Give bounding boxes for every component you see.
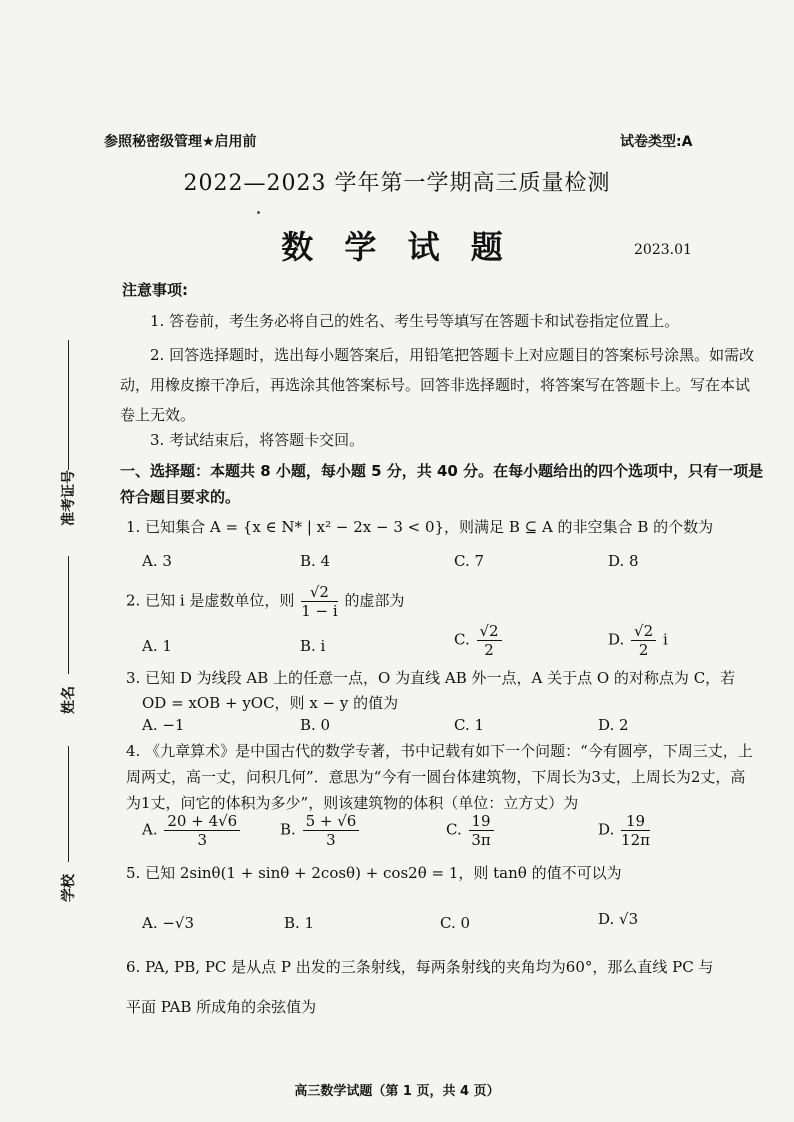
exam-date: 2023.01 xyxy=(634,242,692,258)
notes-title: 注意事项: xyxy=(122,281,188,299)
q2-fraction xyxy=(301,583,337,620)
q4-b-num: 5 + √6 xyxy=(303,812,360,831)
q5-option-c: C. 0 xyxy=(440,914,471,932)
q4-c-den: 3π xyxy=(471,831,491,849)
q3-option-b: B. 0 xyxy=(300,716,331,734)
q2-frac-num: √2 xyxy=(301,583,337,602)
q4-c-label: C. xyxy=(446,820,462,839)
speck-mark xyxy=(257,211,260,214)
q2-d-suffix: i xyxy=(662,630,668,649)
school-line xyxy=(68,746,69,862)
question-4: 4. 《九章算术》是中国古代的数学专著，书中记载有如下一个问题：“今有圆亭，下周三丈，上周两丈，高一丈，问积几何”．意思为“今有一圆台体建筑物，下周长为3丈，上周长为2丈，高为1丈，问它的体积为多少”，则该建筑物的体积（单位：立方丈）为 xyxy=(126,742,753,812)
q2-d-fraction xyxy=(631,622,656,659)
q3-option-a: A. −1 xyxy=(142,716,185,734)
q3-option-d: D. 2 xyxy=(598,716,629,734)
paper-type-label: 试卷类型:A xyxy=(620,134,693,150)
q1-option-c: C. 7 xyxy=(454,552,485,570)
q2-d-label: D. xyxy=(608,630,625,649)
q4-option-a xyxy=(142,812,242,849)
q1-option-d: D. 8 xyxy=(608,552,639,570)
exam-no-line xyxy=(68,340,69,470)
q5-option-a: A. −√3 xyxy=(142,914,195,932)
q4-d-label: D. xyxy=(598,820,615,839)
confidentiality-label: 参照秘密级管理★启用前 xyxy=(104,134,257,150)
question-6-line-1: 6. PA, PB, PC 是从点 P 出发的三条射线，每两条射线的夹角均为60°，那么直线 PC 与 xyxy=(126,958,714,976)
question-1: 1. 已知集合 A = {x ∈ N* | x² − 2x − 3 < 0}，则满足 B ⊆ A 的非空集合 B 的个数为 xyxy=(126,518,714,536)
name-label: 姓名 xyxy=(61,686,77,714)
q2-d-num: √2 xyxy=(631,622,656,641)
q5-option-b: B. 1 xyxy=(284,914,315,932)
q4-d-fraction xyxy=(621,812,650,849)
q4-a-den: 3 xyxy=(197,831,208,849)
q2-c-label: C. xyxy=(454,630,470,649)
q2-d-den: 2 xyxy=(638,641,649,659)
q4-a-fraction xyxy=(164,812,240,849)
q4-b-label: B. xyxy=(280,820,296,839)
note-item-1: 1. 答卷前，考生务必将自己的姓名、考生号等填写在答题卡和试卷指定位置上。 xyxy=(150,312,680,330)
q1-option-a: A. 3 xyxy=(142,552,172,570)
q2-option-c xyxy=(454,622,504,659)
q2-post: 的虚部为 xyxy=(344,591,405,610)
q2-c-fraction xyxy=(477,622,502,659)
exam-no-label: 准考证号 xyxy=(61,470,77,526)
note-item-2: 2. 回答选择题时，选出每小题答案后，用铅笔把答题卡上对应题目的答案标号涂黑。如需改动，用橡皮擦干净后，再选涂其他答案标号。回答非选择题时，将答案写在答题卡上。写在本试卷上无效。 xyxy=(120,346,755,424)
q4-b-den: 3 xyxy=(326,831,336,849)
q2-option-b: B. i xyxy=(300,637,326,655)
q5-option-d: D. √3 xyxy=(598,910,639,928)
q4-d-num: 19 xyxy=(621,812,650,831)
note-item-3: 3. 考试结束后，将答题卡交回。 xyxy=(150,431,365,449)
q3-option-c: C. 1 xyxy=(454,716,485,734)
q4-c-fraction xyxy=(469,812,494,849)
q4-d-den: 12π xyxy=(621,831,650,849)
q4-option-c xyxy=(446,812,496,849)
q2-pre: 2. 已知 i 是虚数单位，则 xyxy=(126,591,295,610)
q1-option-b: B. 4 xyxy=(300,552,331,570)
question-2 xyxy=(126,583,726,620)
section-heading: 一、选择题：本题共 8 小题，每小题 5 分，共 40 分。在每小题给出的四个选项中，只有一项是符合题目要求的。 xyxy=(120,462,764,506)
q4-option-b xyxy=(280,812,361,849)
q2-option-d xyxy=(608,622,668,659)
q4-c-num: 19 xyxy=(469,812,494,831)
name-line xyxy=(68,556,69,674)
q2-c-den: 2 xyxy=(484,641,494,659)
school-label: 学校 xyxy=(61,874,77,902)
question-5: 5. 已知 2sinθ(1 + sinθ + 2cosθ) + cos2θ = 1，则 tanθ 的值不可以为 xyxy=(126,864,622,882)
q4-option-d xyxy=(598,812,652,849)
subject-title: 数 学 试 题 xyxy=(281,228,513,266)
page-footer: 高三数学试题（第 1 页，共 4 页） xyxy=(294,1084,500,1099)
q4-a-num: 20 + 4√6 xyxy=(164,812,240,831)
q4-a-label: A. xyxy=(142,820,158,839)
exam-title: 2022—2023 学年第一学期高三质量检测 xyxy=(183,171,611,196)
q4-b-fraction xyxy=(303,812,360,849)
question-3-line-1: 3. 已知 D 为线段 AB 上的任意一点，O 为直线 AB 外一点，A 关于点 O 的对称点为 C，若 xyxy=(126,669,736,687)
q2-c-num: √2 xyxy=(477,622,502,641)
question-6-line-2: 平面 PAB 所成角的余弦值为 xyxy=(126,998,317,1016)
q2-frac-den: 1 − i xyxy=(301,602,338,620)
q2-option-a: A. 1 xyxy=(142,637,172,655)
question-3-line-2: OD = xOB + yOC，则 x − y 的值为 xyxy=(142,694,399,712)
